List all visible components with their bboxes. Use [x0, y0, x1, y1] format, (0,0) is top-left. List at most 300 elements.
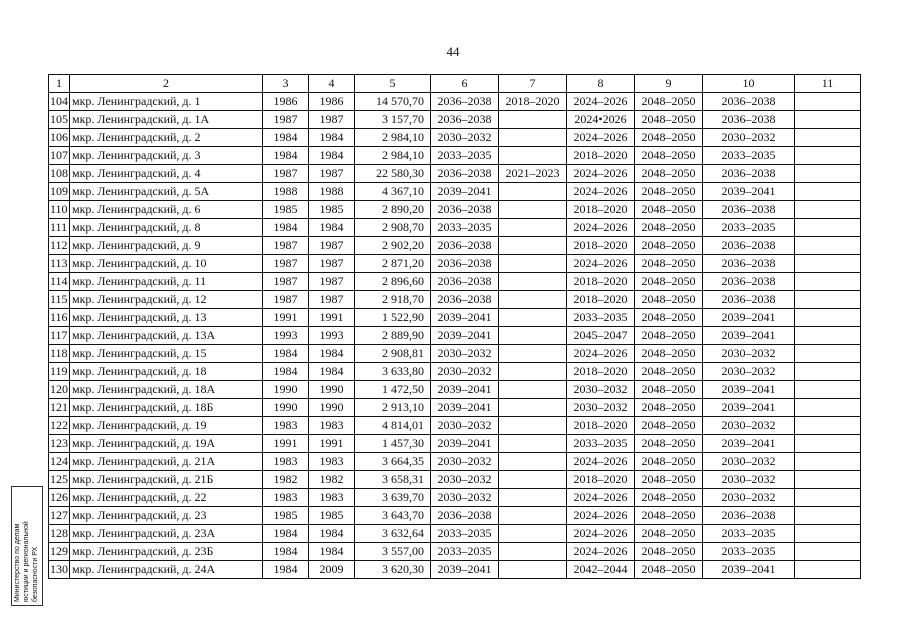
period-col-10-cell: 2039–2041 — [703, 399, 795, 417]
period-col-7-cell — [499, 381, 567, 399]
row-number-cell: 125 — [49, 471, 70, 489]
address-cell: мкр. Ленинградский, д. 19А — [70, 435, 263, 453]
area-value-cell: 3 664,35 — [355, 453, 431, 471]
address-cell: мкр. Ленинградский, д. 10 — [70, 255, 263, 273]
period-col-8-cell: 2024–2026 — [567, 453, 635, 471]
table-row — [49, 129, 861, 147]
data-table — [48, 74, 861, 579]
table-row — [49, 561, 861, 579]
header-cell: 8 — [567, 75, 635, 93]
period-col-6-cell: 2039–2041 — [431, 327, 499, 345]
period-col-9-cell: 2048–2050 — [635, 327, 703, 345]
year-commissioned-cell: 1986 — [309, 93, 355, 111]
table-row — [49, 219, 861, 237]
period-col-10-cell: 2036–2038 — [703, 291, 795, 309]
period-col-10-cell: 2039–2041 — [703, 435, 795, 453]
area-value-cell: 2 984,10 — [355, 129, 431, 147]
address-cell: мкр. Ленинградский, д. 4 — [70, 165, 263, 183]
header-cell: 7 — [499, 75, 567, 93]
year-built-cell: 1983 — [263, 453, 309, 471]
year-commissioned-cell: 1991 — [309, 309, 355, 327]
period-col-9-cell: 2048–2050 — [635, 507, 703, 525]
period-col-6-cell: 2039–2041 — [431, 183, 499, 201]
period-col-7-cell — [499, 309, 567, 327]
period-col-9-cell: 2048–2050 — [635, 93, 703, 111]
table-row — [49, 417, 861, 435]
row-number-cell: 115 — [49, 291, 70, 309]
period-col-10-cell: 2036–2038 — [703, 507, 795, 525]
period-col-10-cell: 2030–2032 — [703, 345, 795, 363]
period-col-8-cell: 2024–2026 — [567, 129, 635, 147]
period-col-6-cell: 2033–2035 — [431, 147, 499, 165]
year-built-cell: 1985 — [263, 507, 309, 525]
period-col-7-cell — [499, 201, 567, 219]
period-col-6-cell: 2030–2032 — [431, 345, 499, 363]
row-number-cell: 117 — [49, 327, 70, 345]
table-row — [49, 237, 861, 255]
period-col-9-cell: 2048–2050 — [635, 471, 703, 489]
period-col-8-cell: 2024–2026 — [567, 507, 635, 525]
period-col-7-cell — [499, 345, 567, 363]
table-row — [49, 273, 861, 291]
period-col-7-cell — [499, 255, 567, 273]
address-cell: мкр. Ленинградский, д. 21А — [70, 453, 263, 471]
row-number-cell: 108 — [49, 165, 70, 183]
period-col-6-cell: 2030–2032 — [431, 129, 499, 147]
period-col-8-cell: 2033–2035 — [567, 435, 635, 453]
table-row — [49, 489, 861, 507]
col-11-cell — [795, 237, 861, 255]
area-value-cell: 2 913,10 — [355, 399, 431, 417]
address-cell: мкр. Ленинградский, д. 23 — [70, 507, 263, 525]
row-number-cell: 127 — [49, 507, 70, 525]
address-cell: мкр. Ленинградский, д. 12 — [70, 291, 263, 309]
year-commissioned-cell: 1985 — [309, 201, 355, 219]
year-built-cell: 1987 — [263, 255, 309, 273]
table-row — [49, 453, 861, 471]
period-col-6-cell: 2039–2041 — [431, 399, 499, 417]
col-11-cell — [795, 417, 861, 435]
row-number-cell: 107 — [49, 147, 70, 165]
table-row — [49, 255, 861, 273]
year-built-cell: 1984 — [263, 543, 309, 561]
period-col-8-cell: 2024–2026 — [567, 525, 635, 543]
period-col-6-cell: 2036–2038 — [431, 237, 499, 255]
col-11-cell — [795, 453, 861, 471]
period-col-9-cell: 2048–2050 — [635, 363, 703, 381]
address-cell: мкр. Ленинградский, д. 8 — [70, 219, 263, 237]
col-11-cell — [795, 561, 861, 579]
period-col-10-cell: 2036–2038 — [703, 237, 795, 255]
period-col-9-cell: 2048–2050 — [635, 147, 703, 165]
address-cell: мкр. Ленинградский, д. 21Б — [70, 471, 263, 489]
year-built-cell: 1982 — [263, 471, 309, 489]
period-col-8-cell: 2018–2020 — [567, 237, 635, 255]
period-col-7-cell — [499, 471, 567, 489]
period-col-7-cell — [499, 525, 567, 543]
col-11-cell — [795, 381, 861, 399]
year-commissioned-cell: 1987 — [309, 291, 355, 309]
row-number-cell: 113 — [49, 255, 70, 273]
area-value-cell: 3 157,70 — [355, 111, 431, 129]
period-col-9-cell: 2048–2050 — [635, 381, 703, 399]
table-row — [49, 543, 861, 561]
row-number-cell: 111 — [49, 219, 70, 237]
period-col-10-cell: 2033–2035 — [703, 543, 795, 561]
period-col-8-cell: 2024–2026 — [567, 255, 635, 273]
period-col-7-cell: 2018–2020 — [499, 93, 567, 111]
area-value-cell: 3 557,00 — [355, 543, 431, 561]
header-cell: 9 — [635, 75, 703, 93]
table-row — [49, 291, 861, 309]
address-cell: мкр. Ленинградский, д. 2 — [70, 129, 263, 147]
table-row — [49, 165, 861, 183]
period-col-8-cell: 2018–2020 — [567, 471, 635, 489]
period-col-9-cell: 2048–2050 — [635, 129, 703, 147]
table-row — [49, 111, 861, 129]
period-col-7-cell — [499, 327, 567, 345]
header-cell: 11 — [795, 75, 861, 93]
address-cell: мкр. Ленинградский, д. 1 — [70, 93, 263, 111]
address-cell: мкр. Ленинградский, д. 19 — [70, 417, 263, 435]
table-row — [49, 327, 861, 345]
col-11-cell — [795, 435, 861, 453]
row-number-cell: 121 — [49, 399, 70, 417]
area-value-cell: 2 889,90 — [355, 327, 431, 345]
period-col-10-cell: 2030–2032 — [703, 471, 795, 489]
year-built-cell: 1984 — [263, 219, 309, 237]
row-number-cell: 109 — [49, 183, 70, 201]
row-number-cell: 130 — [49, 561, 70, 579]
stamp-line: безопасности РХ — [32, 546, 39, 602]
period-col-7-cell — [499, 453, 567, 471]
period-col-9-cell: 2048–2050 — [635, 165, 703, 183]
area-value-cell: 3 620,30 — [355, 561, 431, 579]
area-value-cell: 3 633,80 — [355, 363, 431, 381]
period-col-6-cell: 2039–2041 — [431, 561, 499, 579]
col-11-cell — [795, 273, 861, 291]
address-cell: мкр. Ленинградский, д. 11 — [70, 273, 263, 291]
period-col-10-cell: 2036–2038 — [703, 165, 795, 183]
area-value-cell: 14 570,70 — [355, 93, 431, 111]
row-number-cell: 129 — [49, 543, 70, 561]
period-col-9-cell: 2048–2050 — [635, 435, 703, 453]
table-row — [49, 435, 861, 453]
col-11-cell — [795, 219, 861, 237]
col-11-cell — [795, 543, 861, 561]
col-11-cell — [795, 399, 861, 417]
area-value-cell: 3 658,31 — [355, 471, 431, 489]
period-col-9-cell: 2048–2050 — [635, 561, 703, 579]
header-cell: 10 — [703, 75, 795, 93]
header-row — [49, 75, 861, 93]
table-row — [49, 147, 861, 165]
col-11-cell — [795, 489, 861, 507]
row-number-cell: 122 — [49, 417, 70, 435]
period-col-8-cell: 2045–2047 — [567, 327, 635, 345]
period-col-10-cell: 2039–2041 — [703, 183, 795, 201]
row-number-cell: 119 — [49, 363, 70, 381]
area-value-cell: 2 871,20 — [355, 255, 431, 273]
row-number-cell: 116 — [49, 309, 70, 327]
year-built-cell: 1990 — [263, 399, 309, 417]
year-commissioned-cell: 1987 — [309, 273, 355, 291]
period-col-7-cell — [499, 489, 567, 507]
table-row — [49, 93, 861, 111]
period-col-6-cell: 2036–2038 — [431, 255, 499, 273]
year-built-cell: 1987 — [263, 165, 309, 183]
year-commissioned-cell: 1990 — [309, 399, 355, 417]
period-col-7-cell — [499, 417, 567, 435]
row-number-cell: 124 — [49, 453, 70, 471]
year-commissioned-cell: 1984 — [309, 129, 355, 147]
period-col-9-cell: 2048–2050 — [635, 309, 703, 327]
area-value-cell: 2 902,20 — [355, 237, 431, 255]
period-col-9-cell: 2048–2050 — [635, 543, 703, 561]
row-number-cell: 114 — [49, 273, 70, 291]
period-col-6-cell: 2039–2041 — [431, 309, 499, 327]
area-value-cell: 2 890,20 — [355, 201, 431, 219]
period-col-10-cell: 2039–2041 — [703, 561, 795, 579]
row-number-cell: 112 — [49, 237, 70, 255]
period-col-7-cell — [499, 561, 567, 579]
col-11-cell — [795, 183, 861, 201]
year-commissioned-cell: 1983 — [309, 489, 355, 507]
period-col-10-cell: 2033–2035 — [703, 147, 795, 165]
address-cell: мкр. Ленинградский, д. 24А — [70, 561, 263, 579]
address-cell: мкр. Ленинградский, д. 18 — [70, 363, 263, 381]
period-col-8-cell: 2030–2032 — [567, 381, 635, 399]
header-cell: 4 — [309, 75, 355, 93]
period-col-6-cell: 2036–2038 — [431, 93, 499, 111]
address-cell: мкр. Ленинградский, д. 5А — [70, 183, 263, 201]
period-col-10-cell: 2039–2041 — [703, 309, 795, 327]
period-col-8-cell: 2030–2032 — [567, 399, 635, 417]
table-row — [49, 399, 861, 417]
row-number-cell: 120 — [49, 381, 70, 399]
year-commissioned-cell: 1988 — [309, 183, 355, 201]
address-cell: мкр. Ленинградский, д. 18Б — [70, 399, 263, 417]
area-value-cell: 2 896,60 — [355, 273, 431, 291]
period-col-6-cell: 2033–2035 — [431, 525, 499, 543]
year-commissioned-cell: 1984 — [309, 543, 355, 561]
page-number: 44 — [446, 44, 460, 59]
period-col-10-cell: 2039–2041 — [703, 327, 795, 345]
period-col-8-cell: 2024•2026 — [567, 111, 635, 129]
period-col-8-cell: 2018–2020 — [567, 201, 635, 219]
period-col-6-cell: 2030–2032 — [431, 471, 499, 489]
table-row — [49, 507, 861, 525]
period-col-10-cell: 2030–2032 — [703, 489, 795, 507]
address-cell: мкр. Ленинградский, д. 23А — [70, 525, 263, 543]
table-row — [49, 363, 861, 381]
period-col-8-cell: 2018–2020 — [567, 147, 635, 165]
address-cell: мкр. Ленинградский, д. 3 — [70, 147, 263, 165]
table-row — [49, 471, 861, 489]
year-commissioned-cell: 1987 — [309, 237, 355, 255]
col-11-cell — [795, 291, 861, 309]
address-cell: мкр. Ленинградский, д. 13А — [70, 327, 263, 345]
period-col-6-cell: 2036–2038 — [431, 291, 499, 309]
period-col-7-cell — [499, 111, 567, 129]
period-col-6-cell: 2039–2041 — [431, 435, 499, 453]
col-11-cell — [795, 363, 861, 381]
period-col-10-cell: 2030–2032 — [703, 129, 795, 147]
year-built-cell: 1991 — [263, 435, 309, 453]
registration-stamp — [11, 486, 43, 606]
period-col-8-cell: 2042–2044 — [567, 561, 635, 579]
address-cell: мкр. Ленинградский, д. 23Б — [70, 543, 263, 561]
area-value-cell: 2 918,70 — [355, 291, 431, 309]
period-col-10-cell: 2036–2038 — [703, 201, 795, 219]
year-built-cell: 1987 — [263, 111, 309, 129]
period-col-6-cell: 2033–2035 — [431, 219, 499, 237]
area-value-cell: 2 908,70 — [355, 219, 431, 237]
area-value-cell: 3 643,70 — [355, 507, 431, 525]
period-col-7-cell — [499, 435, 567, 453]
table-row — [49, 309, 861, 327]
col-11-cell — [795, 129, 861, 147]
period-col-10-cell: 2030–2032 — [703, 453, 795, 471]
year-built-cell: 1987 — [263, 273, 309, 291]
col-11-cell — [795, 309, 861, 327]
year-built-cell: 1983 — [263, 417, 309, 435]
header-cell: 3 — [263, 75, 309, 93]
year-commissioned-cell: 1984 — [309, 219, 355, 237]
period-col-7-cell — [499, 273, 567, 291]
header-cell: 1 — [49, 75, 70, 93]
period-col-7-cell — [499, 129, 567, 147]
year-commissioned-cell: 1991 — [309, 435, 355, 453]
period-col-7-cell — [499, 363, 567, 381]
period-col-10-cell: 2033–2035 — [703, 525, 795, 543]
table-row — [49, 381, 861, 399]
col-11-cell — [795, 255, 861, 273]
period-col-9-cell: 2048–2050 — [635, 453, 703, 471]
period-col-8-cell: 2018–2020 — [567, 291, 635, 309]
period-col-6-cell: 2036–2038 — [431, 507, 499, 525]
year-commissioned-cell: 1990 — [309, 381, 355, 399]
period-col-9-cell: 2048–2050 — [635, 201, 703, 219]
period-col-9-cell: 2048–2050 — [635, 291, 703, 309]
period-col-6-cell: 2030–2032 — [431, 453, 499, 471]
row-number-cell: 110 — [49, 201, 70, 219]
col-11-cell — [795, 525, 861, 543]
row-number-cell: 128 — [49, 525, 70, 543]
area-value-cell: 1 472,50 — [355, 381, 431, 399]
area-value-cell: 3 632,64 — [355, 525, 431, 543]
period-col-6-cell: 2036–2038 — [431, 111, 499, 129]
year-commissioned-cell: 1982 — [309, 471, 355, 489]
col-11-cell — [795, 201, 861, 219]
period-col-9-cell: 2048–2050 — [635, 525, 703, 543]
header-cell: 5 — [355, 75, 431, 93]
period-col-10-cell: 2039–2041 — [703, 381, 795, 399]
period-col-9-cell: 2048–2050 — [635, 237, 703, 255]
period-col-10-cell: 2030–2032 — [703, 363, 795, 381]
table-row — [49, 183, 861, 201]
period-col-9-cell: 2048–2050 — [635, 273, 703, 291]
area-value-cell: 4 814,01 — [355, 417, 431, 435]
year-commissioned-cell: 1985 — [309, 507, 355, 525]
year-built-cell: 1993 — [263, 327, 309, 345]
row-number-cell: 105 — [49, 111, 70, 129]
year-commissioned-cell: 1987 — [309, 255, 355, 273]
stamp-line: юстиции и региональной — [23, 521, 30, 602]
area-value-cell: 22 580,30 — [355, 165, 431, 183]
col-11-cell — [795, 471, 861, 489]
table-row — [49, 201, 861, 219]
stamp-text — [11, 486, 43, 606]
year-built-cell: 1984 — [263, 345, 309, 363]
header-cell: 6 — [431, 75, 499, 93]
col-11-cell — [795, 327, 861, 345]
year-built-cell: 1984 — [263, 147, 309, 165]
period-col-7-cell — [499, 237, 567, 255]
period-col-7-cell — [499, 399, 567, 417]
period-col-9-cell: 2048–2050 — [635, 417, 703, 435]
year-built-cell: 1984 — [263, 129, 309, 147]
period-col-8-cell: 2024–2026 — [567, 183, 635, 201]
period-col-8-cell: 2018–2020 — [567, 417, 635, 435]
year-commissioned-cell: 1984 — [309, 525, 355, 543]
year-built-cell: 1986 — [263, 93, 309, 111]
address-cell: мкр. Ленинградский, д. 9 — [70, 237, 263, 255]
col-11-cell — [795, 345, 861, 363]
address-cell: мкр. Ленинградский, д. 18А — [70, 381, 263, 399]
address-cell: мкр. Ленинградский, д. 6 — [70, 201, 263, 219]
header-cell: 2 — [70, 75, 263, 93]
year-built-cell: 1991 — [263, 309, 309, 327]
row-number-cell: 104 — [49, 93, 70, 111]
period-col-7-cell — [499, 219, 567, 237]
col-11-cell — [795, 165, 861, 183]
year-commissioned-cell: 1984 — [309, 363, 355, 381]
period-col-8-cell: 2024–2026 — [567, 219, 635, 237]
period-col-8-cell: 2024–2026 — [567, 543, 635, 561]
year-commissioned-cell: 1993 — [309, 327, 355, 345]
period-col-9-cell: 2048–2050 — [635, 345, 703, 363]
period-col-7-cell — [499, 147, 567, 165]
row-number-cell: 118 — [49, 345, 70, 363]
col-11-cell — [795, 93, 861, 111]
year-built-cell: 1987 — [263, 237, 309, 255]
period-col-6-cell: 2030–2032 — [431, 417, 499, 435]
year-built-cell: 1984 — [263, 525, 309, 543]
row-number-cell: 123 — [49, 435, 70, 453]
row-number-cell: 106 — [49, 129, 70, 147]
period-col-10-cell: 2033–2035 — [703, 219, 795, 237]
col-11-cell — [795, 147, 861, 165]
year-built-cell: 1983 — [263, 489, 309, 507]
area-value-cell: 4 367,10 — [355, 183, 431, 201]
period-col-8-cell: 2024–2026 — [567, 165, 635, 183]
period-col-6-cell: 2030–2032 — [431, 489, 499, 507]
area-value-cell: 1 522,90 — [355, 309, 431, 327]
year-commissioned-cell: 2009 — [309, 561, 355, 579]
period-col-6-cell: 2030–2032 — [431, 363, 499, 381]
area-value-cell: 1 457,30 — [355, 435, 431, 453]
address-cell: мкр. Ленинградский, д. 13 — [70, 309, 263, 327]
period-col-6-cell: 2036–2038 — [431, 165, 499, 183]
period-col-7-cell — [499, 183, 567, 201]
col-11-cell — [795, 111, 861, 129]
period-col-8-cell: 2024–2026 — [567, 489, 635, 507]
col-11-cell — [795, 507, 861, 525]
period-col-7-cell — [499, 543, 567, 561]
table-row — [49, 345, 861, 363]
period-col-9-cell: 2048–2050 — [635, 399, 703, 417]
